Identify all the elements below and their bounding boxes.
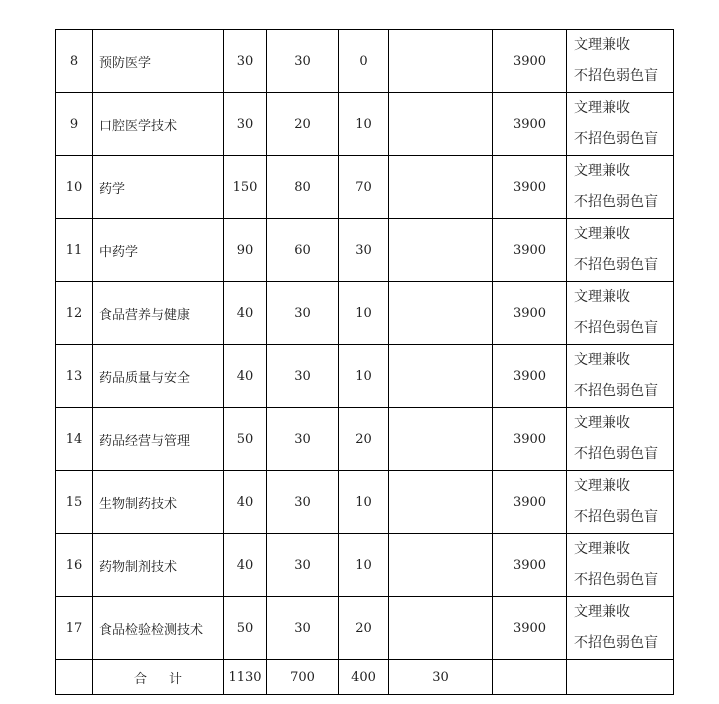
remark-line-1: 文理兼收 <box>574 289 630 305</box>
plan-col-c-cell <box>389 471 493 534</box>
remark-line-1: 文理兼收 <box>574 415 630 431</box>
totals-col-a-cell: 700 <box>267 660 339 695</box>
plan-col-c-cell <box>389 282 493 345</box>
totals-empty-cell <box>56 660 93 695</box>
plan-col-a-cell: 30 <box>267 471 339 534</box>
totals-col-b-cell: 400 <box>339 660 389 695</box>
major-name-cell: 药品经营与管理 <box>93 408 224 471</box>
plan-col-a-cell: 20 <box>267 93 339 156</box>
table-row <box>56 30 674 93</box>
plan-col-c-cell <box>389 408 493 471</box>
plan-col-b-cell: 10 <box>339 282 389 345</box>
table-row <box>56 219 674 282</box>
remark-line-1: 文理兼收 <box>574 352 630 368</box>
table-row <box>56 282 674 345</box>
row-number-cell: 13 <box>56 345 93 408</box>
plan-col-c-cell <box>389 93 493 156</box>
row-number-cell: 17 <box>56 597 93 660</box>
plan-total-cell: 40 <box>224 534 267 597</box>
plan-col-b-cell: 10 <box>339 534 389 597</box>
row-number-cell: 14 <box>56 408 93 471</box>
plan-total-cell: 50 <box>224 597 267 660</box>
table-row <box>56 471 674 534</box>
plan-col-a-cell: 30 <box>267 30 339 93</box>
remark-line-1: 文理兼收 <box>574 163 630 179</box>
totals-label-cell <box>93 660 224 695</box>
plan-col-a-cell: 30 <box>267 408 339 471</box>
remark-line-1: 文理兼收 <box>574 541 630 557</box>
plan-col-a-cell: 30 <box>267 282 339 345</box>
tuition-fee-cell: 3900 <box>493 471 567 534</box>
tuition-fee-cell: 3900 <box>493 282 567 345</box>
remark-line-2: 不招色弱色盲 <box>574 572 658 588</box>
major-name-cell: 口腔医学技术 <box>93 93 224 156</box>
row-number-cell: 15 <box>56 471 93 534</box>
totals-fee-cell <box>493 660 567 695</box>
plan-col-b-cell: 10 <box>339 471 389 534</box>
major-name-cell: 预防医学 <box>93 30 224 93</box>
row-number-cell: 16 <box>56 534 93 597</box>
remark-line-2: 不招色弱色盲 <box>574 131 658 147</box>
major-name-cell: 药品质量与安全 <box>93 345 224 408</box>
remark-line-1: 文理兼收 <box>574 100 630 116</box>
plan-col-c-cell <box>389 30 493 93</box>
remark-line-2: 不招色弱色盲 <box>574 635 658 651</box>
plan-col-a-cell: 30 <box>267 597 339 660</box>
plan-total-cell: 90 <box>224 219 267 282</box>
remark-line-1: 文理兼收 <box>574 478 630 494</box>
plan-col-b-cell: 10 <box>339 345 389 408</box>
tuition-fee-cell: 3900 <box>493 597 567 660</box>
tuition-fee-cell: 3900 <box>493 345 567 408</box>
plan-col-a-cell: 30 <box>267 345 339 408</box>
plan-col-b-cell: 20 <box>339 597 389 660</box>
plan-col-a-cell: 60 <box>267 219 339 282</box>
totals-label-1: 合 <box>133 671 147 687</box>
plan-col-b-cell: 70 <box>339 156 389 219</box>
major-name-cell: 食品营养与健康 <box>93 282 224 345</box>
table-row <box>56 534 674 597</box>
plan-col-c-cell <box>389 597 493 660</box>
row-number-cell: 11 <box>56 219 93 282</box>
plan-total-cell: 30 <box>224 93 267 156</box>
major-name-cell: 生物制药技术 <box>93 471 224 534</box>
plan-col-c-cell <box>389 156 493 219</box>
row-number-cell: 10 <box>56 156 93 219</box>
totals-col-c-cell: 30 <box>389 660 493 695</box>
plan-col-a-cell: 30 <box>267 534 339 597</box>
row-number-cell: 8 <box>56 30 93 93</box>
remark-line-2: 不招色弱色盲 <box>574 320 658 336</box>
remark-cell <box>567 345 674 408</box>
plan-col-a-cell: 80 <box>267 156 339 219</box>
totals-total-cell: 1130 <box>224 660 267 695</box>
remark-line-2: 不招色弱色盲 <box>574 194 658 210</box>
remark-line-2: 不招色弱色盲 <box>574 383 658 399</box>
tuition-fee-cell: 3900 <box>493 156 567 219</box>
remark-line-2: 不招色弱色盲 <box>574 446 658 462</box>
tuition-fee-cell: 3900 <box>493 219 567 282</box>
plan-total-cell: 150 <box>224 156 267 219</box>
totals-row <box>56 660 674 695</box>
totals-remark-cell <box>567 660 674 695</box>
table-body <box>56 30 674 695</box>
plan-col-b-cell: 30 <box>339 219 389 282</box>
table-row <box>56 93 674 156</box>
plan-total-cell: 50 <box>224 408 267 471</box>
remark-line-2: 不招色弱色盲 <box>574 257 658 273</box>
totals-label-2: 计 <box>169 671 183 687</box>
remark-cell <box>567 282 674 345</box>
remark-cell <box>567 93 674 156</box>
remark-line-2: 不招色弱色盲 <box>574 509 658 525</box>
plan-total-cell: 30 <box>224 30 267 93</box>
plan-total-cell: 40 <box>224 345 267 408</box>
remark-line-2: 不招色弱色盲 <box>574 68 658 84</box>
remark-cell <box>567 597 674 660</box>
remark-cell <box>567 534 674 597</box>
tuition-fee-cell: 3900 <box>493 534 567 597</box>
remark-cell <box>567 30 674 93</box>
plan-col-c-cell <box>389 219 493 282</box>
plan-total-cell: 40 <box>224 471 267 534</box>
table-row <box>56 156 674 219</box>
major-name-cell: 药学 <box>93 156 224 219</box>
major-name-cell: 食品检验检测技术 <box>93 597 224 660</box>
major-name-cell: 药物制剂技术 <box>93 534 224 597</box>
remark-cell <box>567 408 674 471</box>
plan-col-b-cell: 10 <box>339 93 389 156</box>
row-number-cell: 12 <box>56 282 93 345</box>
remark-line-1: 文理兼收 <box>574 226 630 242</box>
table-row <box>56 408 674 471</box>
remark-cell <box>567 156 674 219</box>
remark-cell <box>567 471 674 534</box>
plan-col-c-cell <box>389 345 493 408</box>
tuition-fee-cell: 3900 <box>493 30 567 93</box>
remark-line-1: 文理兼收 <box>574 37 630 53</box>
plan-col-b-cell: 0 <box>339 30 389 93</box>
major-name-cell: 中药学 <box>93 219 224 282</box>
remark-cell <box>567 219 674 282</box>
tuition-fee-cell: 3900 <box>493 408 567 471</box>
plan-col-c-cell <box>389 534 493 597</box>
enrollment-table <box>55 29 674 695</box>
tuition-fee-cell: 3900 <box>493 93 567 156</box>
row-number-cell: 9 <box>56 93 93 156</box>
remark-line-1: 文理兼收 <box>574 604 630 620</box>
table-row <box>56 597 674 660</box>
table-row <box>56 345 674 408</box>
plan-col-b-cell: 20 <box>339 408 389 471</box>
plan-total-cell: 40 <box>224 282 267 345</box>
